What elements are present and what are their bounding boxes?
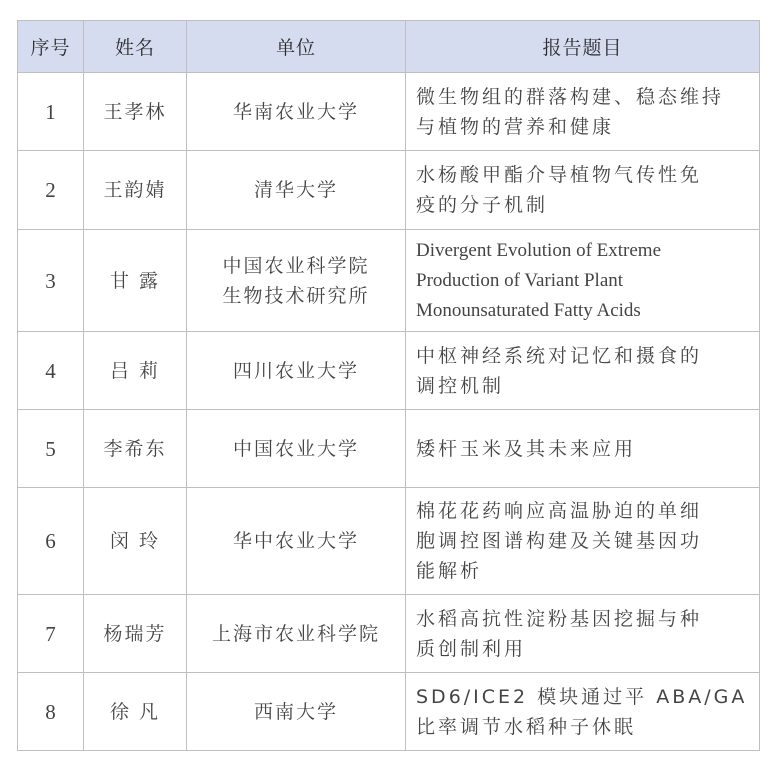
row-number: 5 xyxy=(18,410,84,488)
header-topic: 报告题目 xyxy=(406,21,760,73)
speaker-unit: 西南大学 xyxy=(187,673,406,751)
row-number: 6 xyxy=(18,488,84,595)
row-number: 2 xyxy=(18,151,84,230)
report-topic: 水杨酸甲酯介导植物气传性免 疫的分子机制 xyxy=(406,151,760,230)
speaker-unit: 中国农业科学院 生物技术研究所 xyxy=(187,230,406,332)
table-row xyxy=(18,595,760,673)
row-number: 4 xyxy=(18,332,84,410)
header-no: 序号 xyxy=(18,21,84,73)
report-topic: 水稻高抗性淀粉基因挖掘与种 质创制利用 xyxy=(406,595,760,673)
speaker-unit: 华中农业大学 xyxy=(187,488,406,595)
speaker-unit: 华南农业大学 xyxy=(187,73,406,151)
speaker-name: 李希东 xyxy=(84,410,187,488)
speaker-name: 甘 露 xyxy=(84,230,187,332)
speaker-name: 杨瑞芳 xyxy=(84,595,187,673)
row-number: 7 xyxy=(18,595,84,673)
speaker-name: 闵 玲 xyxy=(84,488,187,595)
report-topic: 棉花花药响应高温胁迫的单细 胞调控图谱构建及关键基因功 能解析 xyxy=(406,488,760,595)
table-row xyxy=(18,332,760,410)
table-row xyxy=(18,230,760,332)
row-number: 3 xyxy=(18,230,84,332)
speaker-unit: 中国农业大学 xyxy=(187,410,406,488)
table-header xyxy=(18,21,760,73)
table-row xyxy=(18,488,760,595)
speaker-name: 吕 莉 xyxy=(84,332,187,410)
report-topic: 矮杆玉米及其未来应用 xyxy=(406,410,760,488)
speaker-unit: 四川农业大学 xyxy=(187,332,406,410)
table-body xyxy=(18,73,760,751)
header-name: 姓名 xyxy=(84,21,187,73)
report-topic: 微生物组的群落构建、稳态维持 与植物的营养和健康 xyxy=(406,73,760,151)
row-number: 1 xyxy=(18,73,84,151)
header-row xyxy=(18,21,760,73)
speaker-schedule-table xyxy=(17,20,760,751)
table-row xyxy=(18,410,760,488)
speaker-unit: 上海市农业科学院 xyxy=(187,595,406,673)
speaker-name: 王韵婧 xyxy=(84,151,187,230)
row-number: 8 xyxy=(18,673,84,751)
report-topic: 中枢神经系统对记忆和摄食的 调控机制 xyxy=(406,332,760,410)
speaker-unit: 清华大学 xyxy=(187,151,406,230)
table-row xyxy=(18,673,760,751)
speaker-name: 徐 凡 xyxy=(84,673,187,751)
table-row xyxy=(18,151,760,230)
report-topic: Divergent Evolution of Extreme Production of Variant Plant Monounsaturated Fatty Acids xyxy=(406,230,760,332)
speaker-name: 王孝林 xyxy=(84,73,187,151)
table-row xyxy=(18,73,760,151)
report-topic: SD6/ICE2 模块通过平 ABA/GA 比率调节水稻种子休眠 xyxy=(406,673,760,751)
header-unit: 单位 xyxy=(187,21,406,73)
